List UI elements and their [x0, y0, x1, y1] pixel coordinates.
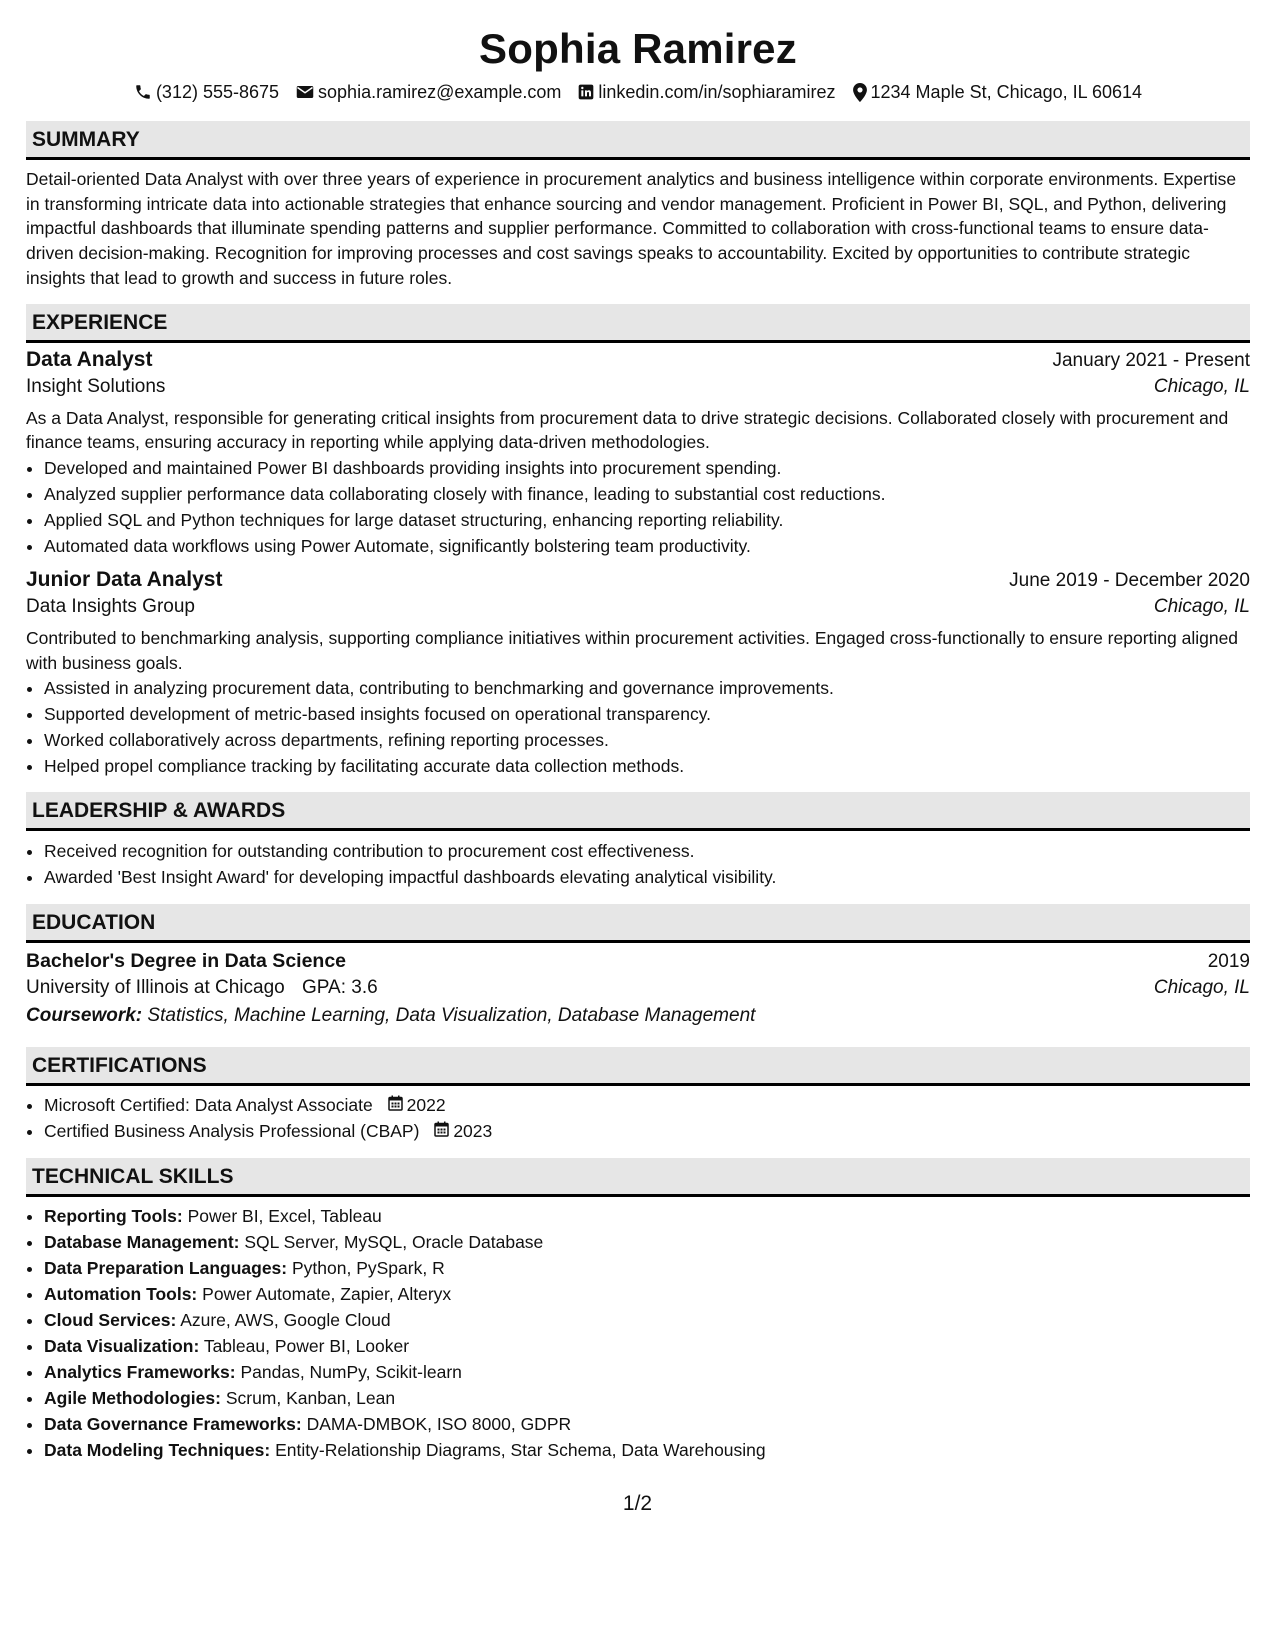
graduation-year: 2019	[1207, 951, 1250, 973]
list-item	[44, 1333, 1250, 1359]
calendar-icon	[388, 1092, 403, 1118]
skill-value: Power BI, Excel, Tableau	[187, 1206, 382, 1227]
leadership-header: LEADERSHIP & AWARDS	[26, 792, 1250, 831]
skill-value: Azure, AWS, Google Cloud	[180, 1310, 391, 1331]
list-item: • Helped propel compliance tracking by facilitating accurate data collection methods.	[44, 753, 1250, 779]
list-item: • Developed and maintained Power BI dashboards providing insights into procurement spending.	[44, 455, 1250, 481]
skill-value: Python, PySpark, R	[292, 1258, 445, 1279]
gpa: GPA: 3.6	[302, 977, 378, 999]
skill-value: Power Automate, Zapier, Alteryx	[202, 1284, 452, 1305]
list-item	[44, 1411, 1250, 1437]
cert-name: Microsoft Certified: Data Analyst Associate	[44, 1095, 373, 1116]
skill-label: Cloud Services:	[44, 1310, 177, 1331]
linkedin-link[interactable]: linkedin.com/in/sophiaramirez	[598, 81, 836, 102]
job-dates: June 2019 - December 2020	[1009, 569, 1250, 591]
job-company-row	[26, 596, 1250, 618]
skill-label: Data Governance Frameworks:	[44, 1414, 302, 1435]
job-location: Chicago, IL	[1153, 375, 1250, 397]
page-indicator: 1/2	[622, 1492, 653, 1515]
resume-page	[26, 0, 1250, 1463]
job-entry	[26, 348, 1250, 559]
list-item	[44, 1092, 1250, 1118]
job-location: Chicago, IL	[1153, 595, 1250, 617]
job-bullets	[26, 455, 1250, 559]
list-item	[44, 1118, 1250, 1144]
education-entry	[26, 950, 1250, 1027]
education-heading-row	[26, 950, 1250, 973]
skill-label: Reporting Tools:	[44, 1206, 183, 1227]
summary-header: SUMMARY	[26, 121, 1250, 160]
skill-label: Data Preparation Languages:	[44, 1258, 288, 1279]
cert-year	[388, 1092, 446, 1118]
certifications-header: CERTIFICATIONS	[26, 1047, 1250, 1086]
cert-year-text: 2023	[453, 1121, 493, 1142]
list-item: • Worked collaboratively across departments, refining reporting processes.	[44, 727, 1250, 753]
education-location: Chicago, IL	[1153, 977, 1250, 999]
job-description: Contributed to benchmarking analysis, supporting compliance initiatives within procurement activities. Engaged cross-functionally to ensure reporting aligned with business goals.	[26, 627, 1239, 673]
list-item: • Awarded 'Best Insight Award' for developing impactful dashboards elevating analytical visibility.	[44, 864, 1250, 890]
email-link[interactable]: sophia.ramirez@example.com	[318, 81, 562, 102]
list-item	[44, 1437, 1250, 1463]
skill-label: Data Modeling Techniques:	[44, 1440, 271, 1461]
calendar-icon	[434, 1118, 449, 1144]
skill-label: Agile Methodologies:	[44, 1388, 221, 1409]
contact-phone	[134, 82, 279, 103]
list-item: • Received recognition for outstanding contribution to procurement cost effectiveness.	[44, 838, 1250, 864]
job-company: Data Insights Group	[26, 595, 195, 617]
skill-value: Pandas, NumPy, Scikit-learn	[240, 1362, 462, 1383]
list-item: • Analyzed supplier performance data collaborating closely with finance, leading to substantial cost reductions.	[44, 481, 1250, 507]
list-item	[44, 1255, 1250, 1281]
contact-bar	[26, 78, 1250, 106]
education-header: EDUCATION	[26, 904, 1250, 943]
contact-email[interactable]	[296, 82, 561, 103]
experience-header: EXPERIENCE	[26, 304, 1250, 343]
cert-name: Certified Business Analysis Professional (CBAP)	[44, 1121, 420, 1142]
job-entry	[26, 568, 1250, 779]
list-item	[44, 1385, 1250, 1411]
cert-year	[434, 1118, 492, 1144]
school-name: University of Illinois at Chicago	[26, 977, 285, 999]
job-company: Insight Solutions	[26, 375, 166, 397]
list-item	[44, 1359, 1250, 1385]
envelope-icon	[296, 84, 314, 100]
list-item	[44, 1203, 1250, 1229]
skill-label: Analytics Frameworks:	[44, 1362, 236, 1383]
skill-label: Database Management:	[44, 1232, 240, 1253]
certifications-list	[26, 1092, 1250, 1144]
leadership-list	[26, 838, 1250, 890]
contact-address	[853, 82, 1143, 103]
contact-linkedin[interactable]	[578, 82, 835, 103]
skill-value: SQL Server, MySQL, Oracle Database	[244, 1232, 544, 1253]
map-pin-icon	[853, 83, 867, 102]
education-school-row	[26, 977, 1250, 999]
list-item: • Supported development of metric-based insights focused on operational transparency.	[44, 701, 1250, 727]
address-text: 1234 Maple St, Chicago, IL 60614	[870, 81, 1143, 102]
skill-value: Tableau, Power BI, Looker	[203, 1336, 410, 1357]
degree: Bachelor's Degree in Data Science	[26, 950, 347, 973]
list-item: • Assisted in analyzing procurement data, contributing to benchmarking and governance improvements.	[44, 675, 1250, 701]
list-item	[44, 1307, 1250, 1333]
job-description: As a Data Analyst, responsible for generating critical insights from procurement data to drive strategic decisions. Collaborated closely with procurement and finance teams, ensuring accuracy in reporting while applying data-driven methodologies.	[26, 407, 1229, 453]
job-company-row	[26, 376, 1250, 398]
skill-label: Data Visualization:	[44, 1336, 200, 1357]
job-heading-row	[26, 568, 1250, 592]
phone-icon	[134, 83, 152, 101]
skill-value: Scrum, Kanban, Lean	[225, 1388, 396, 1409]
list-item: • Automated data workflows using Power Automate, significantly bolstering team productivity.	[44, 533, 1250, 559]
candidate-name: Sophia Ramirez	[479, 25, 797, 72]
coursework-text: Statistics, Machine Learning, Data Visualization, Database Management	[147, 1005, 756, 1027]
job-heading-row	[26, 348, 1250, 372]
job-title: Data Analyst	[26, 347, 153, 371]
linkedin-icon	[578, 84, 594, 100]
skills-header: TECHNICAL SKILLS	[26, 1158, 1250, 1197]
skills-list	[26, 1203, 1250, 1463]
phone-text: (312) 555-8675	[155, 81, 280, 102]
list-item: • Applied SQL and Python techniques for large dataset structuring, enhancing reporting reliability.	[44, 507, 1250, 533]
skill-value: Entity-Relationship Diagrams, Star Schema, Data Warehousing	[275, 1440, 766, 1461]
job-dates: January 2021 - Present	[1052, 349, 1250, 371]
coursework-line	[26, 1005, 1250, 1027]
list-item	[44, 1229, 1250, 1255]
school-line	[26, 977, 378, 999]
job-title: Junior Data Analyst	[26, 567, 223, 591]
cert-year-text: 2022	[406, 1095, 446, 1116]
skill-label: Automation Tools:	[44, 1284, 198, 1305]
list-item	[44, 1281, 1250, 1307]
coursework-label: Coursework:	[26, 1005, 143, 1027]
job-bullets	[26, 675, 1250, 779]
skill-value: DAMA-DMBOK, ISO 8000, GDPR	[306, 1414, 572, 1435]
summary-text: Detail-oriented Data Analyst with over three years of experience in procurement analytics and business intelligence within corporate environments. Expertise in transforming intricate data into actionable strategies that enhance sourcing and vendor management. Proficient in Power BI, SQL, and Python, delivering impactful dashboards that illuminate spending patterns and supplier performance. Committed to collaboration with cross-functional teams to ensure data-driven decision-making. Recognition for improving processes and cost savings speaks to accountability. Excited by opportunities to contribute strategic insights that lead to growth and success in future roles.	[26, 169, 1237, 288]
